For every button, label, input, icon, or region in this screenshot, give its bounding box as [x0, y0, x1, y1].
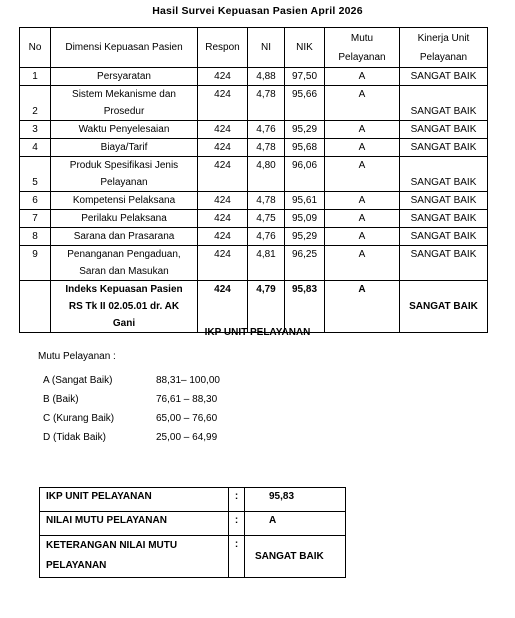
row-ni: 4,78 [248, 86, 285, 121]
legend-range: 88,31– 100,00 [156, 375, 220, 386]
legend-label: C (Kurang Baik) [43, 413, 115, 424]
summary-colon: : [229, 512, 245, 536]
row-nik: 95,61 [285, 192, 325, 210]
total-nik: 95,83 [285, 281, 325, 333]
summary-ket-label-line1: KETERANGAN NILAI MUTU [46, 540, 178, 551]
summary-ket-label [40, 536, 229, 578]
row-mutu: A [325, 192, 400, 210]
header-dimensi: Dimensi Kepuasan Pasien [51, 28, 198, 68]
total-label [51, 281, 198, 333]
row-nik: 95,66 [285, 86, 325, 121]
row-dimensi [51, 157, 198, 192]
page-title: Hasil Survei Kepuasan Pasien April 2026 [152, 5, 363, 17]
row-ni: 4,81 [248, 246, 285, 281]
row-dimensi: Persyaratan [51, 68, 198, 86]
legend-range: 25,00 – 64,99 [156, 432, 218, 443]
row-no: 4 [20, 139, 51, 157]
table-row [20, 246, 488, 281]
row-no: 1 [20, 68, 51, 86]
row-dimensi-line1: Penanganan Pengaduan, [67, 249, 181, 260]
row-nik: 95,68 [285, 139, 325, 157]
row-respon: 424 [198, 192, 248, 210]
row-nik: 95,29 [285, 228, 325, 246]
total-no [20, 281, 51, 333]
summary-ket-label-line2: PELAYANAN [46, 560, 107, 571]
row-kinerja: SANGAT BAIK [400, 210, 488, 228]
legend-label: A (Sangat Baik) [43, 375, 113, 386]
row-no: 8 [20, 228, 51, 246]
legend-label: B (Baik) [43, 394, 79, 405]
row-kinerja: SANGAT BAIK [400, 228, 488, 246]
table-row [20, 68, 488, 86]
row-dimensi-line1: Produk Spesifikasi Jenis [69, 160, 179, 171]
total-ni: 4,79 [248, 281, 285, 333]
row-ni: 4,75 [248, 210, 285, 228]
summary-ket-value: SANGAT BAIK [245, 536, 346, 578]
table-row [20, 157, 488, 192]
table-row [20, 86, 488, 121]
row-ni: 4,78 [248, 192, 285, 210]
summary-nilai-label: NILAI MUTU PELAYANAN [40, 512, 229, 536]
total-respon: 424 [198, 281, 248, 333]
row-mutu: A [325, 228, 400, 246]
total-label-line2: RS Tk II 02.05.01 dr. AK [68, 301, 180, 312]
legend-range: 76,61 – 88,30 [156, 394, 218, 405]
row-dimensi: Biaya/Tarif [51, 139, 198, 157]
table-row [20, 192, 488, 210]
row-no: 9 [20, 246, 51, 281]
summary-colon: : [229, 488, 245, 512]
row-kinerja: SANGAT BAIK [400, 121, 488, 139]
header-ni: NI [248, 28, 285, 68]
table-header-row [20, 28, 488, 68]
row-dimensi [51, 86, 198, 121]
row-mutu: A [325, 139, 400, 157]
header-mutu [325, 28, 400, 68]
row-respon: 424 [198, 210, 248, 228]
total-label-line3: Gani [112, 318, 136, 329]
table-row [20, 139, 488, 157]
summary-row-nilai [40, 512, 346, 536]
total-kinerja: SANGAT BAIK [400, 281, 488, 333]
row-dimensi-line1: Sistem Mekanisme dan [72, 89, 176, 100]
row-respon: 424 [198, 139, 248, 157]
row-dimensi [51, 246, 198, 281]
legend-label: D (Tidak Baik) [43, 432, 106, 443]
row-nik: 95,29 [285, 121, 325, 139]
row-ni: 4,78 [248, 139, 285, 157]
row-dimensi: Perilaku Pelaksana [51, 210, 198, 228]
row-respon: 424 [198, 228, 248, 246]
summary-row-ikp [40, 488, 346, 512]
table-row [20, 121, 488, 139]
legend-range: 65,00 – 76,60 [156, 413, 218, 424]
row-ni: 4,76 [248, 121, 285, 139]
row-respon: 424 [198, 246, 248, 281]
header-no: No [20, 28, 51, 68]
mutu-pelayanan-title: Mutu Pelayanan : [38, 351, 116, 362]
row-no: 7 [20, 210, 51, 228]
total-mutu: A [325, 281, 400, 333]
table-total-row [20, 281, 488, 333]
row-kinerja: SANGAT BAIK [400, 139, 488, 157]
header-mutu-line2: Pelayanan [338, 51, 386, 63]
header-respon: Respon [198, 28, 248, 68]
row-dimensi-line2: Saran dan Masukan [79, 266, 169, 277]
row-no: 2 [20, 86, 51, 121]
row-mutu: A [325, 86, 400, 121]
row-mutu: A [325, 68, 400, 86]
summary-colon: : [229, 536, 245, 578]
row-kinerja: SANGAT BAIK [400, 68, 488, 86]
row-no: 6 [20, 192, 51, 210]
row-dimensi: Kompetensi Pelaksana [51, 192, 198, 210]
legend-item [43, 394, 218, 405]
row-nik: 97,50 [285, 68, 325, 86]
summary-ikp-label: IKP UNIT PELAYANAN [40, 488, 229, 512]
summary-ikp-value: 95,83 [245, 488, 346, 512]
row-dimensi-line2: Prosedur [103, 106, 145, 117]
legend-item [43, 375, 220, 386]
row-kinerja: SANGAT BAIK [400, 246, 488, 281]
total-label-line1: Indeks Kepuasan Pasien [65, 284, 183, 295]
row-kinerja: SANGAT BAIK [400, 86, 488, 121]
row-nik: 96,06 [285, 157, 325, 192]
row-mutu: A [325, 210, 400, 228]
table-row [20, 228, 488, 246]
row-dimensi: Waktu Penyelesaian [51, 121, 198, 139]
row-kinerja: SANGAT BAIK [400, 192, 488, 210]
row-kinerja: SANGAT BAIK [400, 157, 488, 192]
row-no: 3 [20, 121, 51, 139]
row-respon: 424 [198, 86, 248, 121]
legend-item [43, 432, 218, 443]
row-dimensi: Sarana dan Prasarana [51, 228, 198, 246]
header-kinerja-line1: Kinerja Unit [417, 32, 470, 44]
row-nik: 95,09 [285, 210, 325, 228]
header-mutu-line1: Mutu [350, 32, 374, 44]
row-ni: 4,80 [248, 157, 285, 192]
legend-item [43, 413, 218, 424]
row-mutu: A [325, 121, 400, 139]
table-row [20, 210, 488, 228]
row-no: 5 [20, 157, 51, 192]
row-respon: 424 [198, 157, 248, 192]
row-ni: 4,76 [248, 228, 285, 246]
row-mutu: A [325, 246, 400, 281]
row-dimensi-line2: Pelayanan [100, 177, 148, 188]
row-respon: 424 [198, 121, 248, 139]
summary-row-keterangan [40, 536, 346, 578]
header-kinerja-line2: Pelayanan [419, 51, 468, 63]
row-nik: 96,25 [285, 246, 325, 281]
header-kinerja [400, 28, 488, 68]
header-nik: NIK [285, 28, 325, 68]
summary-table [39, 487, 346, 578]
survey-table [19, 27, 488, 333]
row-ni: 4,88 [248, 68, 285, 86]
summary-nilai-value: A [245, 512, 346, 536]
ikp-subtitle: IKP UNIT PELAYANAN [204, 327, 311, 338]
row-respon: 424 [198, 68, 248, 86]
row-mutu: A [325, 157, 400, 192]
